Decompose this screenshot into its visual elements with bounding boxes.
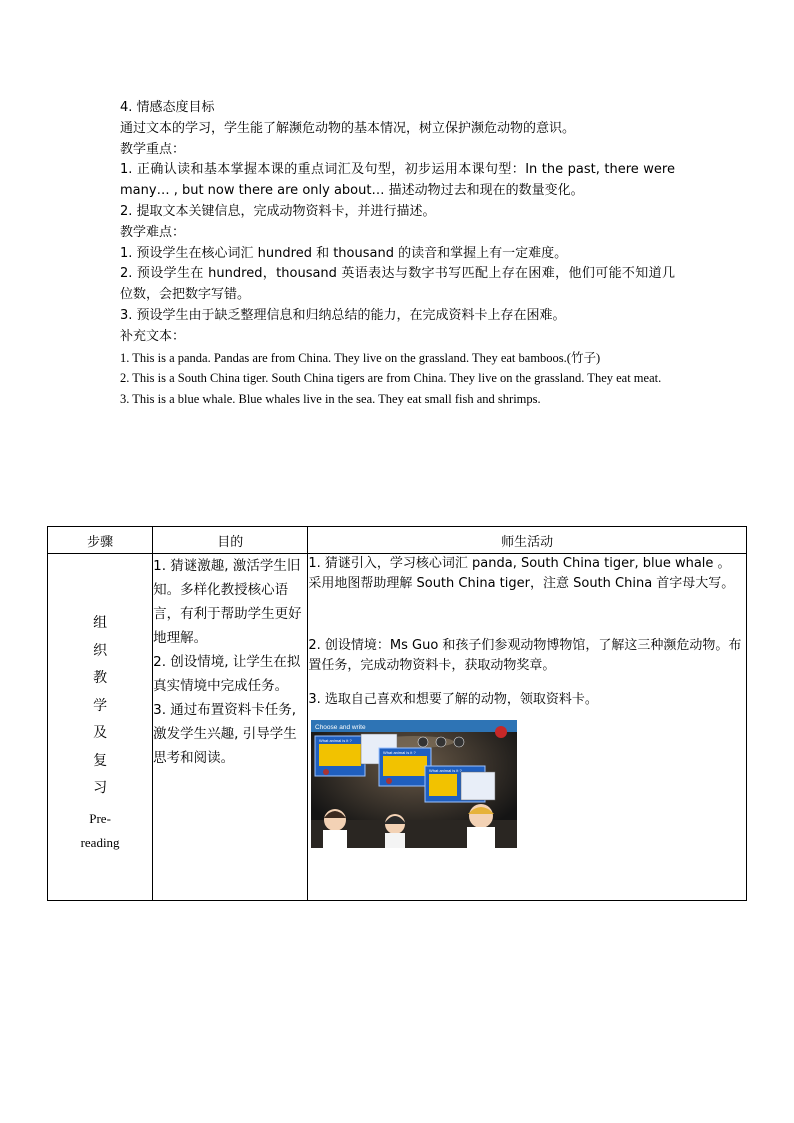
header-activity: 师生活动: [308, 527, 747, 554]
step-cell: [48, 554, 153, 901]
header-step: 步骤: [48, 527, 153, 554]
supplement-1: 1. This is a panda. Pandas are from China. They live on the grassland. They eat bamboos.(竹子): [120, 350, 601, 365]
difficulty-1: 1. 预设学生在核心词汇 hundred 和 thousand 的读音和掌握上有一定难度。: [120, 245, 568, 261]
difficulties-heading: 教学难点：: [120, 224, 186, 240]
purpose-3: 3. 通过布置资料卡任务, 激发学生兴趣, 引导学生思考和阅读。: [153, 702, 297, 766]
intro-text: [120, 98, 675, 410]
objective-heading: 4. 情感态度目标: [120, 100, 215, 115]
classroom-screenshot: [311, 720, 517, 848]
key-point-2: 2. 提取文本关键信息，完成动物资料卡，并进行描述。: [120, 203, 436, 219]
purpose-cell: [153, 554, 308, 901]
animal-card-1: [315, 736, 365, 776]
activity-1: 1. 猜谜引入，学习核心词汇 panda, South China tiger, blue whale 。: [308, 556, 731, 571]
supplement-2: 2. This is a South China tiger. South China tigers are from China. They live on the grassland. They eat meat.: [120, 371, 662, 386]
header-purpose: 目的: [153, 527, 308, 554]
activity-3: 3. 选取自己喜欢和想要了解的动物，领取资料卡。: [308, 692, 598, 707]
difficulty-3: 3. 预设学生由于缺乏整理信息和归纳总结的能力，在完成资料卡上存在困难。: [120, 307, 566, 323]
animal-card-3: [425, 766, 495, 802]
activity-cell: [308, 554, 747, 901]
card-title-2: What animal is it ?: [383, 750, 417, 755]
supplement-heading: 补充文本：: [120, 328, 186, 344]
card-title-3: What animal is it ?: [429, 768, 463, 773]
objective-text: 通过文本的学习，学生能了解濒危动物的基本情况，树立保护濒危动物的意识。: [120, 120, 576, 136]
difficulty-2: 2. 预设学生在 hundred，thousand 英语表达与数字书写匹配上存在困难，他们可能不知道几位数，会把数字写错。: [120, 266, 675, 303]
step-english: Pre- reading: [80, 810, 120, 850]
animal-card-2: [379, 748, 431, 786]
scene-banner: Choose and write: [315, 724, 366, 731]
step-label: 组 织 教 学 及 复 习: [93, 615, 108, 796]
key-point-1: 1. 正确认读和基本掌握本课的重点词汇及句型，初步运用本课句型：In the past, there were many… , but now there are only about… 描述动物过去和现在的数量变化。: [120, 162, 675, 199]
activity-2: 2. 创设情境：Ms Guo 和孩子们参观动物博物馆，了解这三种濒危动物。布置任务，完成动物资料卡，获取动物奖章。: [308, 638, 742, 673]
purpose-2: 2. 创设情境, 让学生在拟真实情境中完成任务。: [153, 654, 301, 694]
activity-1b: 采用地图帮助理解 South China tiger，注意 South China 首字母大写。: [308, 576, 735, 591]
supplement-3: 3. This is a blue whale. Blue whales live in the sea. They eat small fish and shrimps.: [120, 392, 541, 407]
museum-scene-image: [311, 720, 517, 848]
table-header-row: [48, 527, 747, 554]
card-title-1: What animal is it ?: [319, 738, 353, 743]
key-points-heading: 教学重点：: [120, 141, 186, 157]
purpose-1: 1. 猜谜激趣, 激活学生旧知。多样化教授核心语言，有利于帮助学生更好地理解。: [153, 558, 302, 646]
table-row: [48, 554, 747, 901]
lesson-table: [47, 526, 747, 901]
